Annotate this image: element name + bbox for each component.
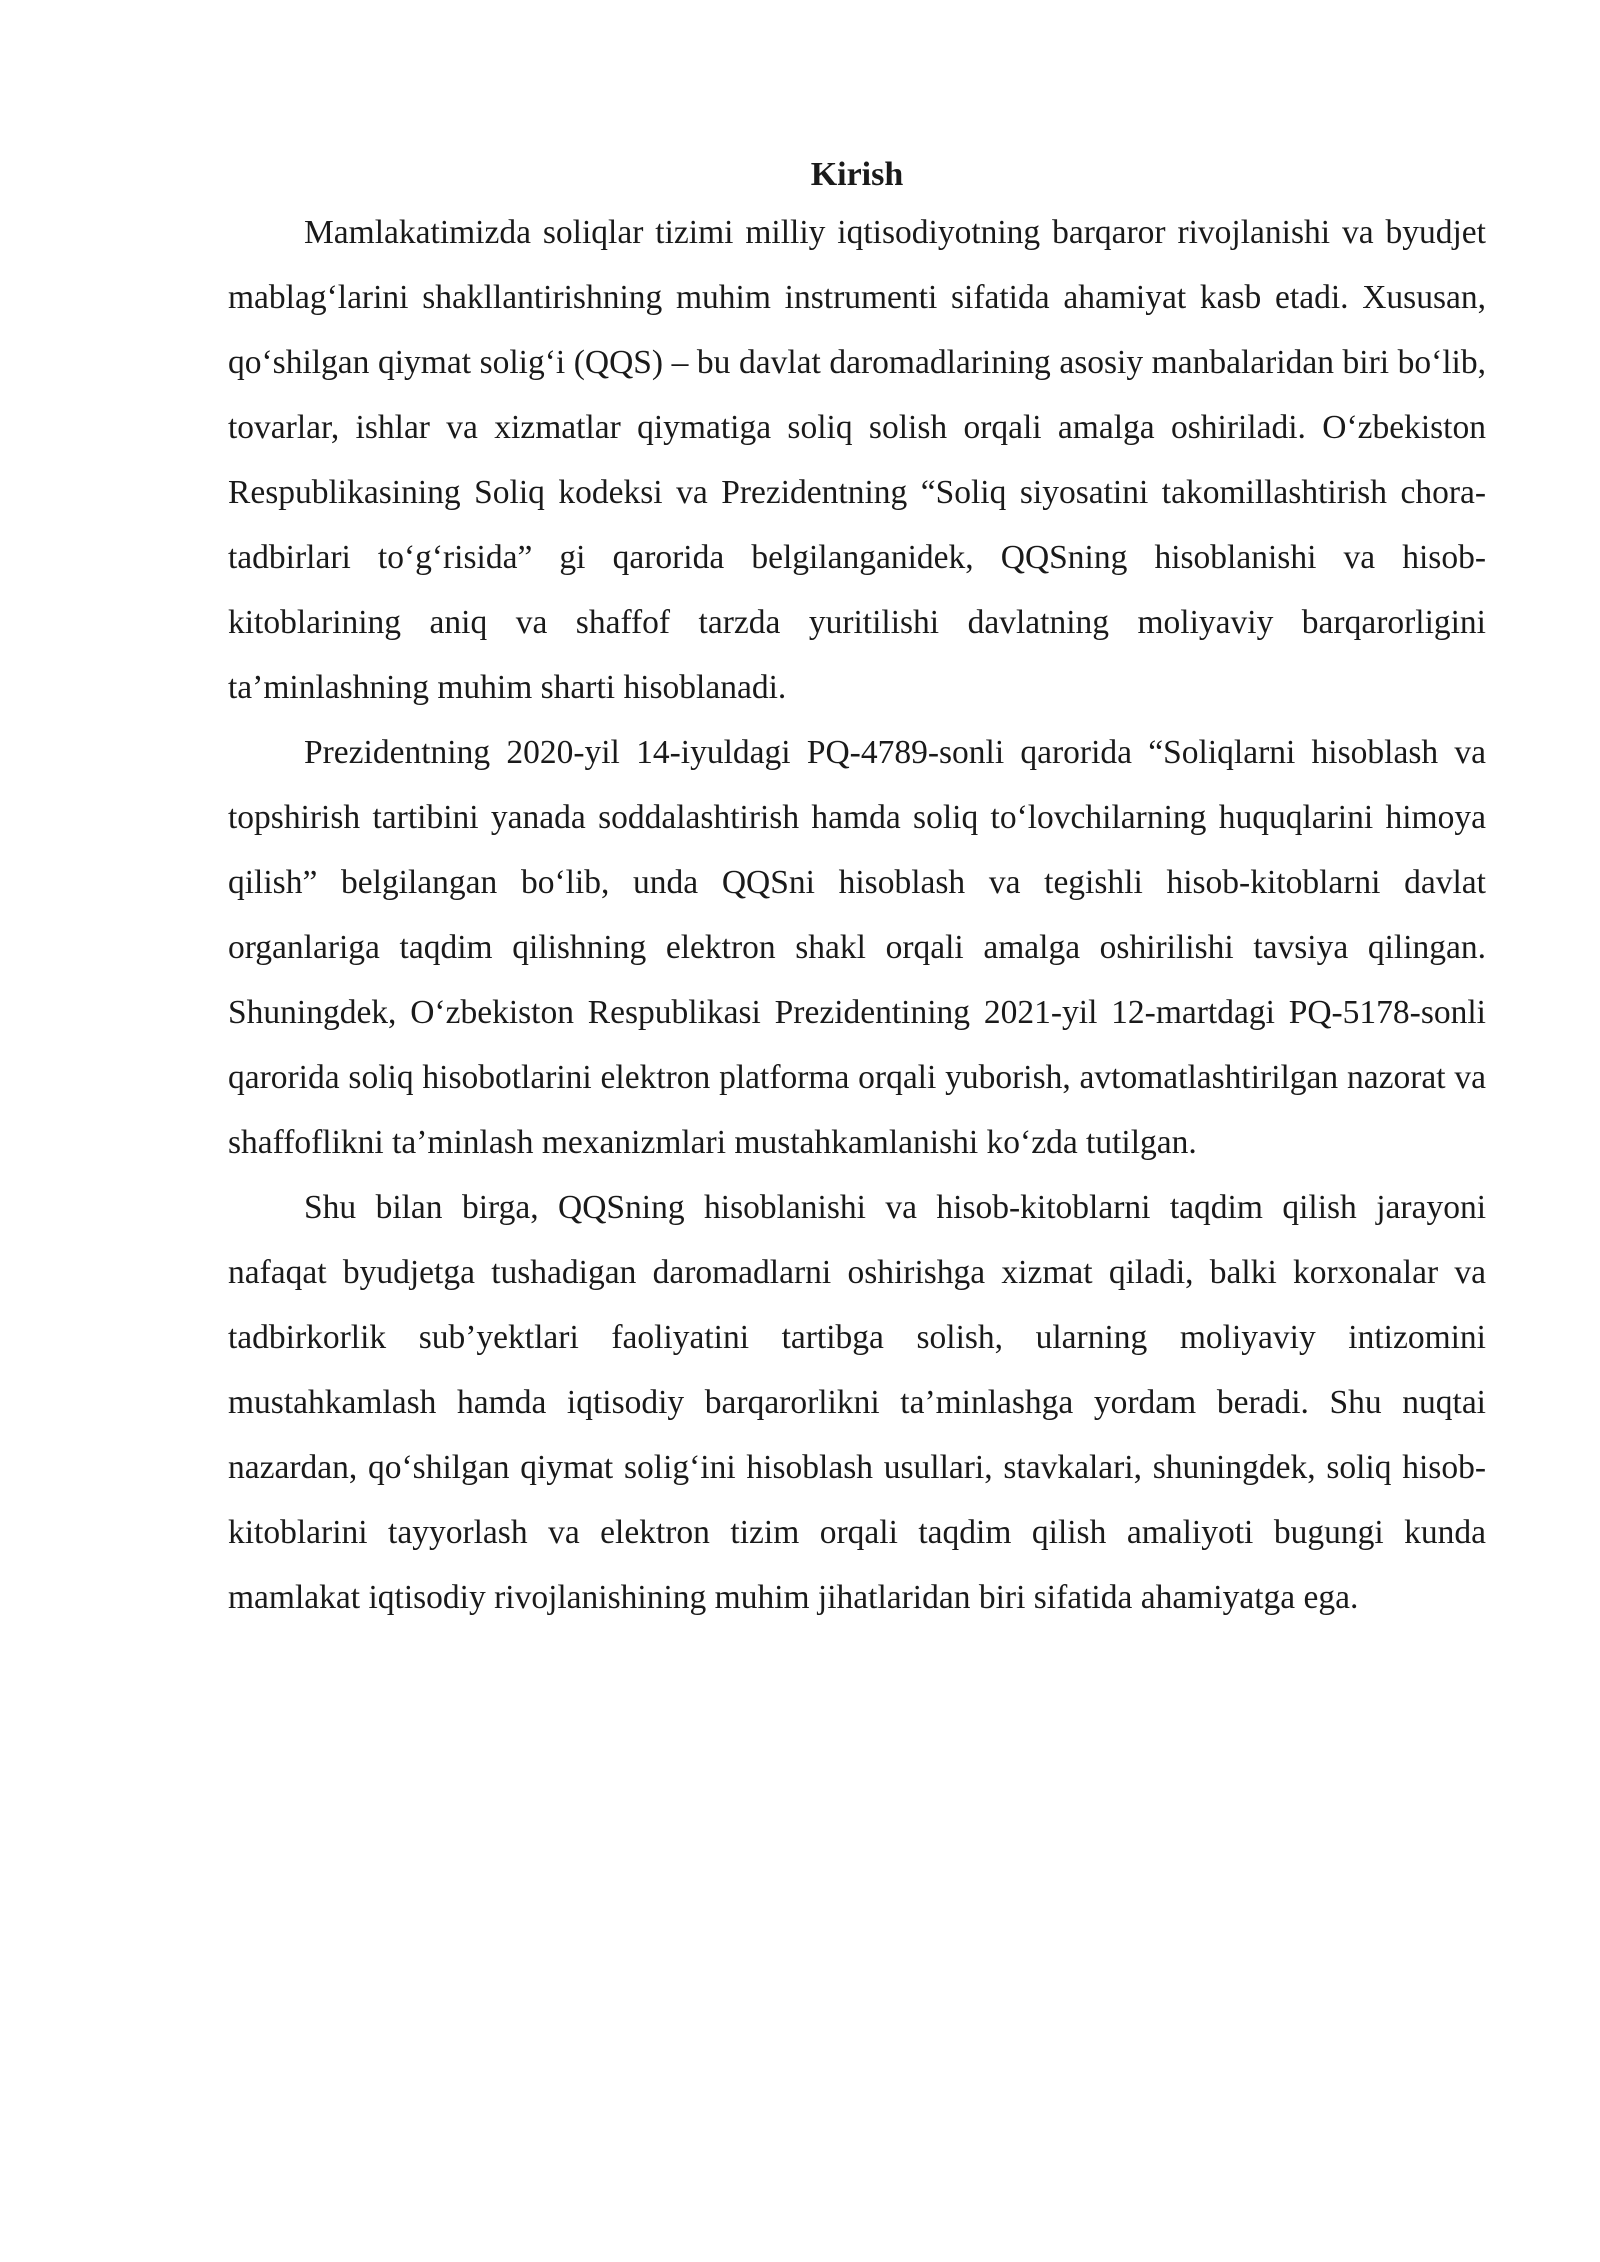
page-title: Kirish: [810, 156, 904, 193]
paragraph-1: Mamlakatimizda soliqlar tizimi milliy iqtisodiyotning barqaror rivojlanishi va byudjet mablag‘larini shakllantirishning muhim instrumenti sifatida ahamiyat kasb etadi. Xususan, qo‘shilgan qiymat solig‘i (QQS) – bu davlat daromadlarining asosiy manbalaridan biri bo‘lib, tovarlar, ishlar va xizmatlar qiymatiga soliq solish orqali amalga oshiriladi. O‘zbekiston Respublikasining Soliq kodeksi va Prezidentning “Soliq siyosatini takomillashtirish chora-tadbirlari to‘g‘risida” gi qarorida belgilanganidek, QQSning hisoblanishi va hisob-kitoblarining aniq va shaffof tarzda yuritilishi davlatning moliyaviy barqarorligini ta’minlashning muhim sharti hisoblanadi.: [228, 214, 1486, 706]
document-page: [228, 150, 1486, 1630]
paragraph-2: Prezidentning 2020-yil 14-iyuldagi PQ-4789-sonli qarorida “Soliqlarni hisoblash va topshirish tartibini yanada soddalashtirish hamda soliq to‘lovchilarning huquqlarini himoya qilish” belgilangan bo‘lib, unda QQSni hisoblash va tegishli hisob-kitoblarni davlat organlariga taqdim qilishning elektron shakl orqali amalga oshirilishi tavsiya qilingan. Shuningdek, O‘zbekiston Respublikasi Prezidentining 2021-yil 12-martdagi PQ-5178-sonli qarorida soliq hisobotlarini elektron platforma orqali yuborish, avtomatlashtirilgan nazorat va shaffoflikni ta’minlash mexanizmlari mustahkamlanishi ko‘zda tutilgan.: [228, 734, 1486, 1161]
paragraph-3: Shu bilan birga, QQSning hisoblanishi va hisob-kitoblarni taqdim qilish jarayoni nafaqat byudjetga tushadigan daromadlarni oshirishga xizmat qiladi, balki korxonalar va tadbirkorlik sub’yektlari faoliyatini tartibga solish, ularning moliyaviy intizomini mustahkamlash hamda iqtisodiy barqarorlikni ta’minlashga yordam beradi. Shu nuqtai nazardan, qo‘shilgan qiymat solig‘ini hisoblash usullari, stavkalari, shuningdek, soliq hisob-kitoblarini tayyorlash va elektron tizim orqali taqdim qilish amaliyoti bugungi kunda mamlakat iqtisodiy rivojlanishining muhim jihatlaridan biri sifatida ahamiyatga ega.: [228, 1189, 1486, 1616]
